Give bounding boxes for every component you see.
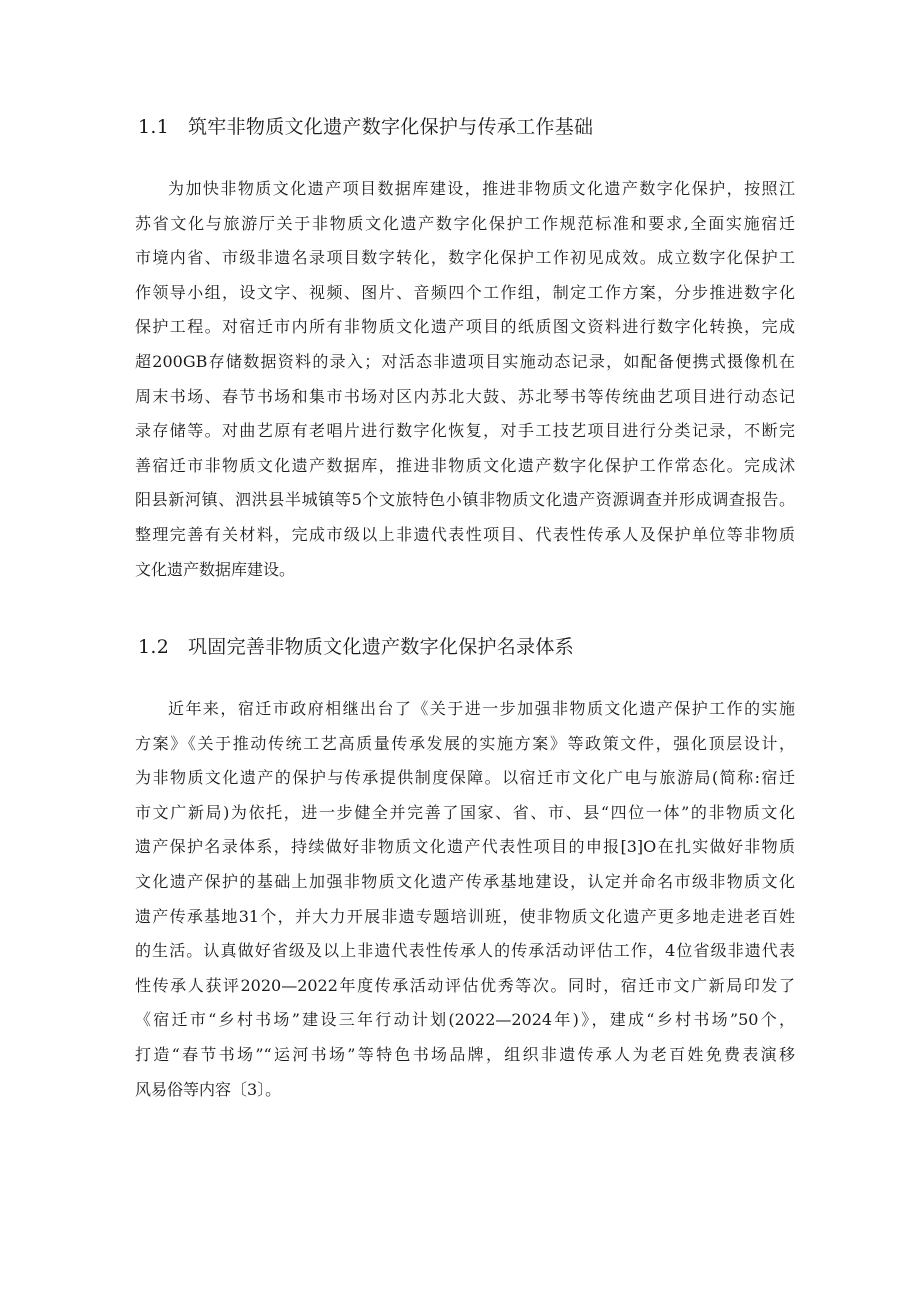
paragraph-line: 录存储等。对曲艺原有老唱片进行数字化恢复，对手工技艺项目进行分类记录，不断完 <box>135 421 795 441</box>
section-title: 巩固完善非物质文化遗产数字化保护名录体系 <box>188 636 575 658</box>
paragraph-line: 超200GB存储数据资料的录入；对活态非遗项目实施动态记录，如配备便携式摄像机在 <box>135 351 795 371</box>
paragraph-line: 周末书场、春节书场和集市书场对区内苏北大鼓、苏北琴书等传统曲艺项目进行动态记 <box>135 386 795 406</box>
paragraph-line: 市文广新局)为依托，进一步健全并完善了国家、省、市、县“四位一体”的非物质文化 <box>135 802 795 822</box>
paragraph-line: 性传承人获评2020—2022年度传承活动评估优秀等次。同时，宿迁市文广新局印发了 <box>135 975 795 995</box>
paragraph-line: 《宿迁市“乡村书场”建设三年行动计划(2022—2024年)》，建成“乡村书场”50个， <box>135 1010 795 1030</box>
paragraph-line: 市境内省、市级非遗名录项目数字转化，数字化保护工作初见成效。成立数字化保护工 <box>135 248 795 268</box>
paragraph-line: 整理完善有关材料，完成市级以上非遗代表性项目、代表性传承人及保护单位等非物质 <box>135 524 795 544</box>
paragraph-line: 苏省文化与旅游厅关于非物质文化遗产数字化保护工作规范标准和要求,全面实施宿迁 <box>135 213 795 233</box>
section-heading <box>138 113 593 141</box>
paragraph-line: 文化遗产保护的基础上加强非物质文化遗产传承基地建设，认定并命名市级非物质文化 <box>135 871 795 891</box>
paragraph-line: 作领导小组，设文字、视频、图片、音频四个工作组，制定工作方案，分步推进数字化 <box>135 282 795 302</box>
paragraph-line: 打造“春节书场”“运河书场”等特色书场品牌，组织非遗传承人为老百姓免费表演移 <box>135 1044 795 1064</box>
paragraph-line: 保护工程。对宿迁市内所有非物质文化遗产项目的纸质图文资料进行数字化转换，完成 <box>135 317 795 337</box>
paragraph-line: 为加快非物质文化遗产项目数据库建设，推进非物质文化遗产数字化保护，按照江 <box>168 179 795 198</box>
paragraph-line: 文化遗产数据库建设。 <box>135 559 296 579</box>
section-number: 1.1 <box>138 116 170 138</box>
paragraph-line: 方案》《关于推动传统工艺高质量传承发展的实施方案》等政策文件，强化顶层设计， <box>135 733 795 753</box>
body-paragraph <box>135 172 795 587</box>
paragraph-line: 为非物质文化遗产的保护与传承提供制度保障。以宿迁市文化广电与旅游局(简称:宿迁 <box>135 768 795 788</box>
paragraph-line: 的生活。认真做好省级及以上非遗代表性传承人的传承活动评估工作，4位省级非遗代表 <box>135 941 795 961</box>
section-heading <box>138 633 574 661</box>
paragraph-line: 风易俗等内容〔3〕。 <box>135 1079 282 1099</box>
section-number: 1.2 <box>138 636 170 658</box>
body-paragraph <box>135 692 795 1107</box>
section-title: 筑牢非物质文化遗产数字化保护与传承工作基础 <box>188 116 594 138</box>
paragraph-line: 近年来，宿迁市政府相继出台了《关于进一步加强非物质文化遗产保护工作的实施 <box>168 699 795 718</box>
paragraph-line: 遗产传承基地31个，并大力开展非遗专题培训班，使非物质文化遗产更多地走进老百姓 <box>135 906 795 926</box>
paragraph-line: 遗产保护名录体系，持续做好非物质文化遗产代表性项目的申报[3]O在扎实做好非物质 <box>135 837 795 857</box>
paragraph-line: 善宿迁市非物质文化遗产数据库，推进非物质文化遗产数字化保护工作常态化。完成沭 <box>135 455 795 475</box>
paragraph-line: 阳县新河镇、泗洪县半城镇等5个文旅特色小镇非物质文化遗产资源调查并形成调查报告。 <box>135 490 795 510</box>
